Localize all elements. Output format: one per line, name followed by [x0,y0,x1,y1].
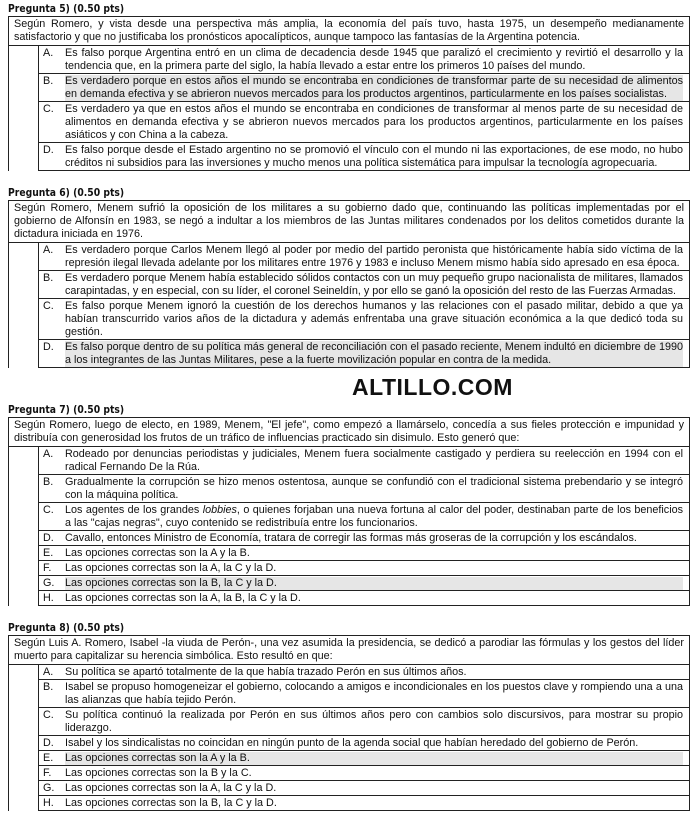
option-margin [9,74,39,102]
option-margin [9,102,39,143]
option-text: Las opciones correctas son la B, la C y la D. [65,797,277,809]
answer-option[interactable] [9,736,690,751]
question-6 [8,187,690,368]
option-letter: E. [43,547,54,559]
question-5 [8,3,690,171]
question-heading: Pregunta 5) (0.50 pts) [8,3,125,15]
question-table [8,200,690,368]
answer-option[interactable] [9,708,690,736]
option-text: Es verdadero porque en estos años el mundo se encontraba en condiciones de transformar parte de su necesidad de alimentos en demanda efectiva y se abrieron nuevos mercados para los productos argentinos, particularmente en los países socialistas. [65,75,683,100]
option-margin [9,796,39,811]
question-heading: Pregunta 6) (0.50 pts) [8,187,125,199]
answer-option[interactable] [9,576,690,591]
question-stem: Según Luis A. Romero, Isabel -la viuda de Perón-, una vez asumida la presidencia, se dedicó a parodiar las fórmulas y los gestos del líder muerto para capitalizar su herencia simbólica. Esto resultó en que: [9,636,690,665]
option-letter: A. [43,244,54,256]
option-letter: C. [43,504,54,516]
option-letter: D. [43,341,54,353]
option-text: Las opciones correctas son la A, la C y la D. [65,782,277,794]
option-margin [9,708,39,736]
option-text: Isabel y los sindicalistas no coincidan en ningún punto de la agenda social que habían heredado del gobierno de Perón. [65,737,639,749]
answer-option[interactable] [9,680,690,708]
option-text: Las opciones correctas son la A, la B, la C y la D. [65,592,301,604]
answer-option[interactable] [9,591,690,606]
question-stem: Según Romero, Menem sufrió la oposición de los militares a su gobierno dado que, continuando las políticas implementadas por el gobierno de Alfonsín en 1983, se negó a indultar a los miembros de las Juntas militares condenados por los delitos cometidos durante la dictadura iniciada en 1976. [9,201,690,243]
option-letter: F. [43,767,52,779]
option-margin [9,271,39,299]
answer-option[interactable] [9,781,690,796]
answer-option[interactable] [9,243,690,271]
option-letter: H. [43,592,54,604]
option-letter: C. [43,709,54,721]
option-letter: D. [43,532,54,544]
option-text: Es falso porque desde el Estado argentino no se promovió el vínculo con el mundo ni las exportaciones, de ese modo, no hubo créditos ni subsidios para las inversiones y mucho menos una política sistemática para impulsar la tecnología agropecuaria. [65,144,683,169]
option-letter: B. [43,272,54,284]
answer-option[interactable] [9,143,690,171]
option-text: Es verdadero porque Carlos Menem llegó al poder por medio del partido peronista que históricamente había sido víctima de la represión ilegal llevada adelante por los militares entre 1976 y 1983 e incluso Menem mismo había sido apresado en esa época. [65,244,683,269]
answer-option[interactable] [9,561,690,576]
option-margin [9,751,39,766]
option-text: Cavallo, entonces Ministro de Economía, tratara de corregir las formas más groseras de la corrupción y los escándalos. [65,532,637,544]
option-letter: A. [43,666,54,678]
option-text: Rodeado por denuncias periodistas y judiciales, Menem fuera socialmente castigado y perdiera su reelección en 1994 con el radical Fernando De la Rúa. [65,448,683,473]
option-margin [9,143,39,171]
question-7 [8,404,690,606]
answer-option[interactable] [9,503,690,531]
option-letter: H. [43,797,54,809]
option-margin [9,299,39,340]
option-letter: E. [43,752,54,764]
option-letter: G. [43,782,55,794]
option-text: Las opciones correctas son la A y la B. [65,752,683,765]
answer-option[interactable] [9,546,690,561]
answer-option[interactable] [9,796,690,811]
answer-option[interactable] [9,447,690,475]
option-margin [9,475,39,503]
option-letter: B. [43,75,54,87]
option-margin [9,576,39,591]
option-text: Es falso porque dentro de su política más general de reconciliación con el pasado reciente, Menem indultó en diciembre de 1990 a los integrantes de las Juntas Militares, pese a la fuerte movilización popular en contra de la medida. [65,341,683,366]
option-text: Las opciones correctas son la A y la B. [65,547,250,559]
option-margin [9,766,39,781]
question-table [8,16,690,171]
option-text: Su política continuó la realizada por Perón en sus últimos años pero con cambios solo discursivos, para mostrar su propio liderazgo. [65,709,683,734]
option-margin [9,546,39,561]
question-heading: Pregunta 7) (0.50 pts) [8,404,125,416]
option-letter: C. [43,300,54,312]
option-margin [9,503,39,531]
option-letter: D. [43,144,54,156]
option-margin [9,665,39,680]
option-text: Las opciones correctas son la A, la C y la D. [65,562,277,574]
answer-option[interactable] [9,751,690,766]
option-margin [9,736,39,751]
answer-option[interactable] [9,475,690,503]
option-letter: G. [43,577,55,589]
answer-option[interactable] [9,766,690,781]
option-letter: B. [43,681,54,693]
option-margin [9,243,39,271]
option-text: Su política se apartó totalmente de la que había trazado Perón en sus últimos años. [65,666,467,678]
watermark-logo: ALTILLO.COM [352,374,513,400]
question-table [8,417,690,606]
answer-option[interactable] [9,102,690,143]
answer-option[interactable] [9,531,690,546]
option-margin [9,561,39,576]
option-text: Las opciones correctas son la B y la C. [65,767,252,779]
option-margin [9,781,39,796]
option-text: Es verdadero ya que en estos años el mundo se encontraba en condiciones de transformar al menos parte de su necesidad de alimentos en demanda efectiva y se abrieron nuevos mercados para los productos argentinos, particularmente en los países asiáticos y con China a la cabeza. [65,103,683,141]
question-table [8,635,690,811]
option-margin [9,531,39,546]
option-text: Los agentes de los grandes lobbies, o quienes forjaban una nueva fortuna al calor del poder, destinaban parte de los beneficios a las "cajas negras", cuyo contenido se redistribuía entre los funcionarios. [65,504,683,529]
option-margin [9,591,39,606]
option-letter: A. [43,448,54,460]
answer-option[interactable] [9,299,690,340]
option-letter: B. [43,476,54,488]
option-letter: A. [43,47,54,59]
question-heading: Pregunta 8) (0.50 pts) [8,622,125,634]
option-text: Gradualmente la corrupción se hizo menos ostentosa, aunque se confundió con el tradicional sistema prebendario y se integró con la máquina política. [65,476,683,501]
option-text: Es falso porque Menem ignoró la cuestión de los derechos humanos y las relaciones con el pasado militar, debido a que ya habían transcurrido varios años de la dictadura y además enfrentaba una grave situación económica a la que dedicó toda su gestión. [65,300,683,338]
question-stem: Según Romero, y vista desde una perspectiva más amplia, la economía del país tuvo, hasta 1975, un desempeño medianamente satisfactorio y que no justificaba los pronósticos apocalípticos, aunque tampoco las fantasías de la Argentina potencia. [9,17,690,46]
question-8 [8,622,690,811]
option-letter: F. [43,562,52,574]
option-text: Las opciones correctas son la B, la C y la D. [65,577,683,590]
option-text: Isabel se propuso homogeneizar el gobierno, colocando a amigos e incondicionales en los puestos clave y rompiendo una a una las alianzas que había tejido Perón. [65,681,683,706]
answer-option[interactable] [9,340,690,368]
answer-option[interactable] [9,271,690,299]
option-margin [9,447,39,475]
option-letter: C. [43,103,54,115]
option-margin [9,680,39,708]
option-text: Es verdadero porque Menem había establecido sólidos contactos con un muy pequeño grupo nacionalista de militares, llamados carapintadas, y en especial, con su líder, el coronel Seineldín, y por ello se ganó la oposición del resto de las Fuerzas Armadas. [65,272,683,297]
option-margin [9,46,39,74]
question-stem: Según Romero, luego de electo, en 1989, Menem, "El jefe", como empezó a llamárselo, concedía a sus fieles protección e impunidad y distribuía con generosidad los frutos de un tráfico de influencias practicado sin disimulo. Esto generó que: [9,418,690,447]
answer-option[interactable] [9,74,690,102]
answer-option[interactable] [9,665,690,680]
option-letter: D. [43,737,54,749]
answer-option[interactable] [9,46,690,74]
option-text: Es falso porque Argentina entró en un clima de decadencia desde 1945 que paralizó el crecimiento y revirtió el desarrollo y la tendencia que, en la primera parte del siglo, la había llevado a estar entre los primeros 10 países del mundo. [65,47,683,72]
option-margin [9,340,39,368]
